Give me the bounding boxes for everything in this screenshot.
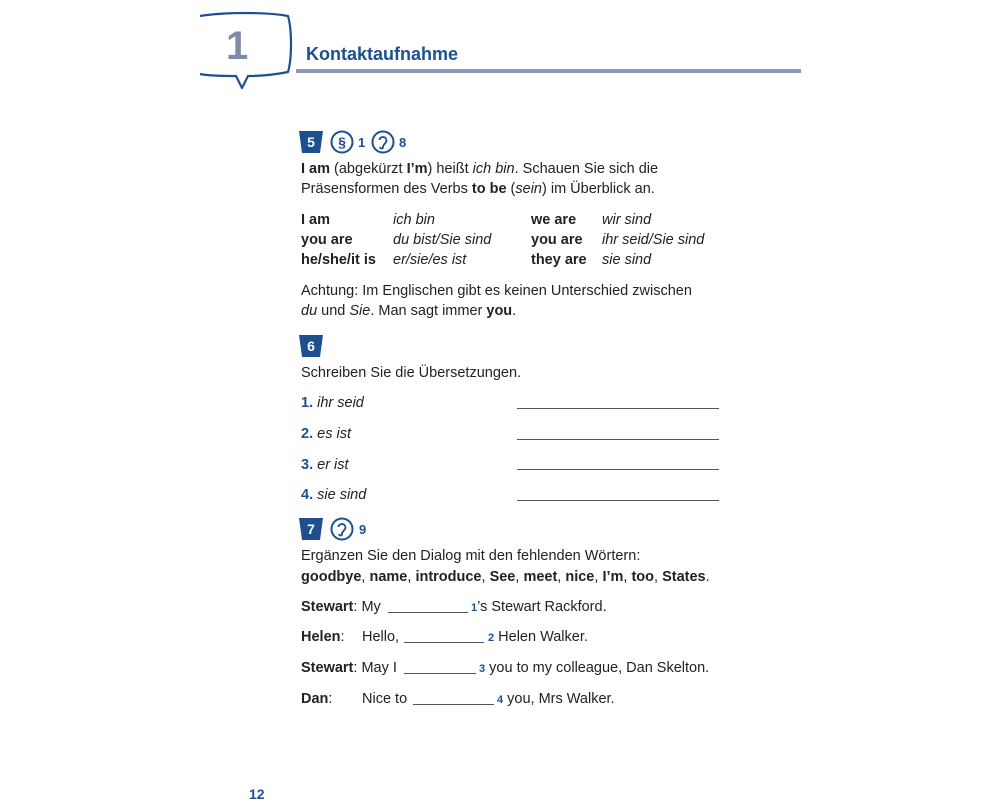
chapter-header-rule (296, 69, 801, 73)
ex6-instruction: Schreiben Sie die Übersetzungen. (301, 365, 522, 381)
dialog-line-2: Helen: (301, 629, 345, 645)
speaker: Helen (301, 629, 341, 645)
grammar-ref: 1 (358, 135, 366, 150)
dialog-line-1: Stewart: My (301, 599, 381, 615)
audio-ear-icon (330, 517, 354, 541)
speaker: Stewart (301, 599, 354, 615)
ex7-instruction: Ergänzen Sie den Dialog mit den fehlenden Wörtern: (301, 548, 641, 564)
exercise-5-number: 5 (307, 134, 315, 150)
dialog-line-2-pre: Hello, (362, 629, 400, 645)
ex6-answer-line-4[interactable] (517, 500, 719, 501)
grammar-section-icon (330, 130, 354, 154)
audio-track-9: 9 (359, 522, 367, 537)
dialog-line-4: Dan: (301, 691, 333, 707)
ex6-item-4: 4. sie sind (301, 487, 367, 503)
dialog-line-4-pre: Nice to (362, 691, 408, 707)
dialog-line-4-post: 4 you, Mrs Walker. (497, 691, 615, 707)
chapter-title: Kontaktaufnahme (306, 44, 459, 64)
dialog-line-2-post: 2 Helen Walker. (488, 629, 588, 645)
speaker: Stewart (301, 660, 354, 676)
dialog-gap-3[interactable] (404, 673, 476, 674)
dialog-gap-1[interactable] (388, 612, 468, 613)
ex6-answer-line-1[interactable] (517, 408, 719, 409)
svg-text:§: § (338, 134, 346, 150)
speaker: Dan (301, 691, 329, 707)
dialog-line-1-post: 1’s Stewart Rackford. (471, 599, 607, 615)
exercise-6-number: 6 (307, 338, 315, 354)
ex6-item-3: 3. er ist (301, 457, 349, 473)
exercise-7-number: 7 (307, 521, 315, 537)
dialog-gap-4[interactable] (413, 704, 494, 705)
dialog-gap-2[interactable] (404, 642, 484, 643)
ex5-note-line-1: Achtung: Im Englischen gibt es keinen Unterschied zwischen (301, 283, 692, 299)
ex6-answer-line-2[interactable] (517, 439, 719, 440)
page-number: 12 (249, 786, 265, 802)
ex6-answer-line-3[interactable] (517, 469, 719, 470)
ex7-word-list: goodbye, name, introduce, See, meet, nice, I’m, too, States. (301, 569, 710, 585)
ex5-intro-line-2: Präsensformen des Verbs to be (sein) im Überblick an. (301, 181, 655, 197)
ex6-item-1: 1. ihr seid (301, 395, 364, 411)
chapter-number: 1 (226, 24, 249, 68)
ex5-intro-line-1: I am (abgekürzt I’m) heißt ich bin. Schauen Sie sich die (301, 161, 659, 177)
audio-track-8: 8 (399, 135, 407, 150)
dialog-line-3-post: 3 you to my colleague, Dan Skelton. (479, 660, 710, 676)
audio-ear-icon (371, 130, 395, 154)
ex6-item-2: 2. es ist (301, 426, 351, 442)
dialog-line-3: Stewart: May I (301, 660, 397, 676)
ex5-note-line-2: du und Sie. Man sagt immer you. (301, 303, 517, 319)
